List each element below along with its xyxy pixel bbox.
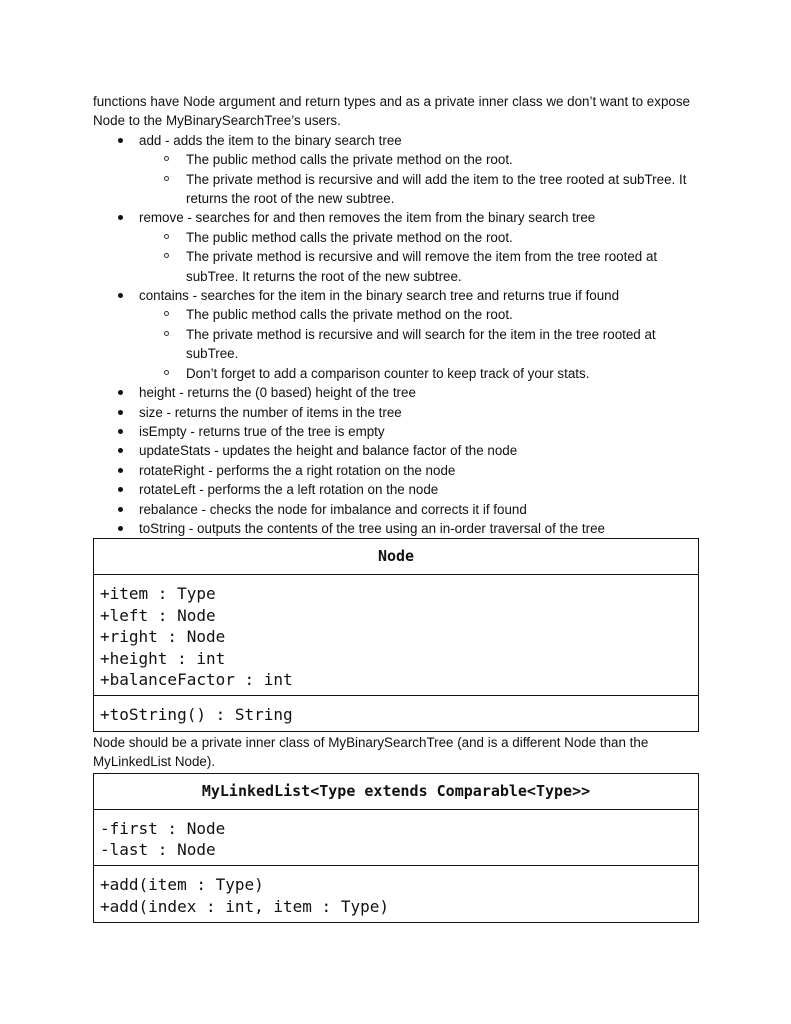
class-field: -first : Node [100, 818, 226, 838]
class-method: +add(item : Type) [100, 875, 264, 895]
list-item: remove - searches for and then removes the item from the binary search tree The public method calls the private method on the root. The private method is recursive and will remove the item from the tree rooted at subTree. It returns the root of the new subtree. [93, 208, 699, 286]
list-item: isEmpty - returns true of the tree is empty [93, 422, 699, 441]
node-class-fields [94, 575, 698, 695]
sub-list-item: Don’t forget to add a comparison counter to keep track of your stats. [139, 364, 699, 383]
class-field: +right : Node [100, 627, 226, 647]
sub-list [139, 150, 699, 208]
list-item: size - returns the number of items in the tree [93, 403, 699, 422]
node-class-methods [94, 695, 698, 730]
intro-paragraph: functions have Node argument and return types and as a private inner class we don’t want to expose Node to the MyBinarySearchTree’s users. [93, 94, 690, 129]
bullet-icon [118, 468, 123, 473]
node-class-title: Node [94, 539, 698, 575]
circle-bullet-icon [164, 311, 169, 316]
bullet-icon [118, 429, 123, 434]
bullet-icon [118, 293, 123, 298]
class-field: -last : Node [100, 840, 216, 859]
node-class-diagram [93, 538, 699, 731]
circle-bullet-icon [164, 176, 169, 181]
sub-list-item: The private method is recursive and will search for the item in the tree rooted at subTree. [139, 325, 699, 364]
circle-bullet-icon [164, 234, 169, 239]
sub-list-item: The public method calls the private method on the root. [139, 150, 699, 169]
class-method: +toString() : String [100, 705, 293, 725]
sub-list [139, 305, 699, 383]
sub-list-item: The public method calls the private method on the root. [139, 228, 699, 247]
bullet-icon [118, 138, 123, 143]
sub-list [139, 228, 699, 286]
class-field: +height : int [100, 648, 226, 668]
linked-list-class-diagram [93, 773, 699, 924]
class-method: +add(index : int, item : Type) [100, 896, 389, 916]
bullet-icon [118, 448, 123, 453]
node-note: Node should be a private inner class of MyBinarySearchTree (and is a different Node than the MyLinkedList Node). [93, 734, 649, 770]
linked-list-class-fields [94, 810, 698, 866]
sub-list-item: The public method calls the private method on the root. [139, 305, 699, 324]
circle-bullet-icon [164, 253, 169, 258]
sub-list-item: The private method is recursive and will remove the item from the tree rooted at subTree. It returns the root of the new subtree. [139, 247, 699, 286]
circle-bullet-icon [164, 370, 169, 375]
bullet-icon [118, 526, 123, 531]
bullet-icon [118, 487, 123, 492]
list-item: add - adds the item to the binary search tree The public method calls the private method on the root. The private method is recursive and will add the item to the tree rooted at subTree. It returns the root of the new subtree. [93, 131, 699, 209]
list-item: rotateLeft - performs the a left rotation on the node [93, 480, 699, 499]
linked-list-class-methods [94, 865, 698, 922]
list-item: updateStats - updates the height and balance factor of the node [93, 441, 699, 460]
method-list [93, 131, 699, 539]
linked-list-class-title: MyLinkedList<Type extends Comparable<Type>> [94, 774, 698, 810]
class-field: +item : Type [100, 584, 216, 604]
bullet-icon [118, 215, 123, 220]
bullet-icon [118, 507, 123, 512]
list-item: toString - outputs the contents of the tree using an in-order traversal of the tree [93, 519, 699, 538]
circle-bullet-icon [164, 331, 169, 336]
bullet-icon [118, 390, 123, 395]
circle-bullet-icon [164, 156, 169, 161]
bullet-icon [118, 410, 123, 415]
class-field: +balanceFactor : int [100, 669, 293, 689]
list-item: contains - searches for the item in the binary search tree and returns true if found The public method calls the private method on the root. The private method is recursive and will search for the item in the tree rooted at subTree. Don’t forget to add a comparison counter to keep track of your stats. [93, 286, 699, 383]
class-field: +left : Node [100, 605, 216, 625]
list-item: height - returns the (0 based) height of the tree [93, 383, 699, 402]
sub-list-item: The private method is recursive and will add the item to the tree rooted at subTree. It returns the root of the new subtree. [139, 170, 699, 209]
list-item: rebalance - checks the node for imbalance and corrects it if found [93, 500, 699, 519]
list-item: rotateRight - performs the a right rotation on the node [93, 461, 699, 480]
document-page [93, 92, 699, 923]
